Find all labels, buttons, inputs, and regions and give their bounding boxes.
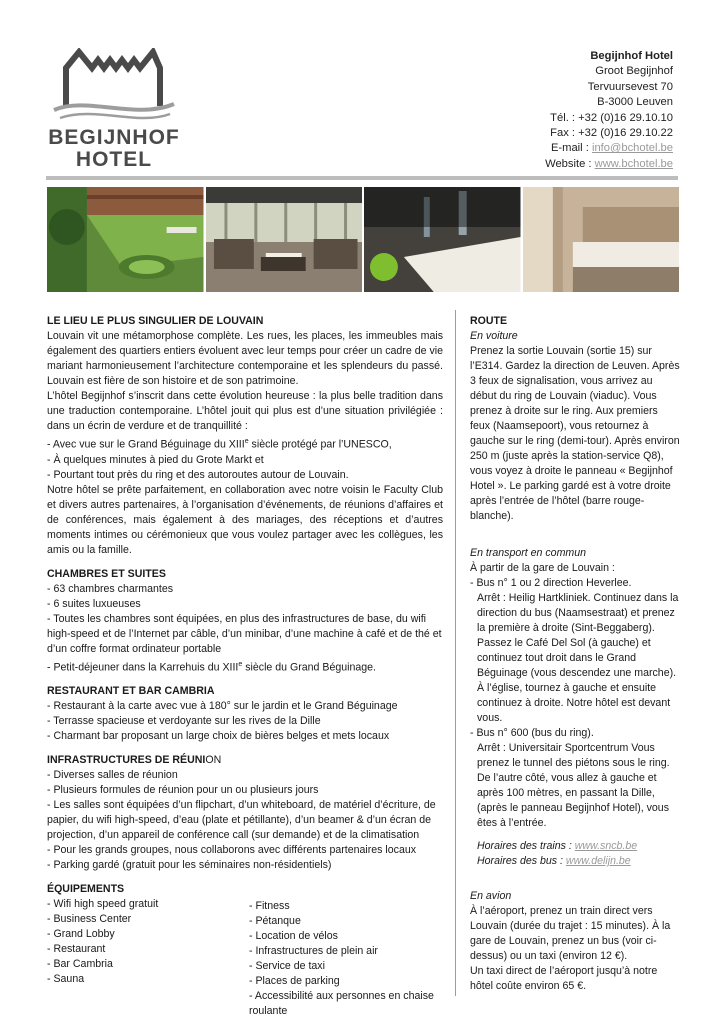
bus-2-directions: Arrêt : Universitair Sportcentrum Vous prenez le tunnel des piétons sous le ring. De l’autre côté, vous allez à gauche et après 100 mètres, en passant la Dille, (après le panneau Begijnhof Hotel), vous êtes à l’entrée. [477, 742, 670, 829]
lounge-photo [206, 187, 363, 292]
restaurant-item-3: - Charmant bar proposant un large choix de bières belges et mets locaux [47, 730, 390, 743]
hotel-logo [46, 48, 182, 174]
meeting-heading-text-a: INFRASTRUCTURES DE RÉUNI [47, 754, 206, 767]
rooms-item-3: - Toutes les chambres sont équipées, en plus des infrastructures de base, du wifi high-speed et de l’Internet par câble, d’un minibar, d’une machine à café et de thé et d’un coffre format ordinateur portable [47, 612, 442, 655]
intro-bullet-1-text-b: siècle protégé par l’UNESCO, [248, 438, 392, 451]
bus-2-title: - Bus n° 600 (bus du ring). [470, 727, 594, 739]
list-item: - Restaurant [47, 943, 106, 956]
intro-bullet-2: - À quelques minutes à pied du Grote Markt et [47, 453, 264, 466]
rooms-item-4 [47, 657, 443, 676]
meeting-item-1: - Diverses salles de réunion [47, 769, 178, 782]
public-transport-intro: À partir de la gare de Louvain : [470, 562, 615, 574]
equipment-lists [47, 897, 443, 1019]
website-link[interactable]: www.bchotel.be [594, 157, 673, 170]
bus-timetable-line [470, 854, 680, 869]
equipment-list-right [249, 899, 443, 1019]
rooms-item-2: - 6 suites luxueuses [47, 597, 141, 610]
restaurant-item-2: - Terrasse spacieuse et verdoyante sur les rives de la Dille [47, 715, 321, 728]
list-item: - Places de parking [249, 975, 340, 988]
begijnhof-roofline-icon [46, 48, 182, 126]
intro-bullet-3: - Pourtant tout près du ring et des autoroutes autour de Louvain. [47, 468, 349, 481]
meeting-heading [47, 753, 443, 768]
train-timetable-label: Horaires des trains : [477, 840, 575, 852]
restaurant-heading: RESTAURANT ET BAR CAMBRIA [47, 685, 215, 698]
address-line-1: Groot Begijnhof [595, 65, 673, 78]
photo-strip [47, 187, 679, 292]
meeting-item-2: - Plusieurs formules de réunion pour un ou plusieurs jours [47, 784, 319, 797]
website-line [433, 157, 673, 172]
plane-directions-1: À l’aéroport, prenez un train direct vers Louvain (durée du trajet : 15 minutes). À la gare de Louvain, prenez un bus (voir ci-dessus) ou un taxi (environ 12 €). [470, 905, 671, 962]
intro-bullet-1 [47, 434, 443, 453]
list-item: - Grand Lobby [47, 928, 115, 941]
rooms-item-1: - 63 chambres charmantes [47, 582, 174, 595]
list-item: - Sauna [47, 973, 85, 986]
list-item: - Bar Cambria [47, 958, 113, 971]
equipment-heading: ÉQUIPEMENTS [47, 883, 125, 896]
bus-timetable-label: Horaires des bus : [477, 855, 566, 867]
train-timetable-link[interactable]: www.sncb.be [574, 840, 638, 852]
right-column [470, 314, 680, 994]
website-label: Website : [545, 157, 595, 170]
address-line-3: B-3000 Leuven [597, 96, 673, 109]
intro-paragraph-3: Notre hôtel se prête parfaitement, en collaboration avec notre voisin le Faculty Club et divers autres partenaires, à l’organisation d’événements, de réunions d’affaires et de conférences, mais également à des mariages, des réceptions et d’autres moments intimes ou cérémonieux que vous voulez partager avec les collègues, les amis ou la famille. [47, 483, 443, 556]
email-label: E-mail : [550, 142, 592, 155]
bus-1-directions: Arrêt : Heilig Hartkliniek. Continuez dans la direction du bus (Naamsestraat) et prenez la première à droite (Sint-Beggaberg). Passez le Café Del Sol (à gauche) et continuez tout droit dans le Grand Béguinage (vous descendez une marche). À l’église, tournez à gauche et ensuite continuez à droite. Notre hôtel est devant vous. [477, 592, 679, 724]
telephone: Tél. : +32 (0)16 29.10.10 [550, 111, 673, 124]
email-line [433, 141, 673, 156]
list-item: - Business Center [47, 913, 132, 926]
fax: Fax : +32 (0)16 29.10.22 [550, 127, 673, 140]
plane-subheading: En avion [470, 890, 512, 902]
address-line-2: Tervuursevest 70 [587, 80, 673, 93]
rooms-heading: CHAMBRES ET SUITES [47, 567, 166, 580]
logo-text-line1: BEGIJNHOF [48, 126, 180, 149]
column-divider [455, 310, 456, 996]
header-divider [46, 176, 678, 180]
intro-bullet-1-sup: e [244, 438, 249, 445]
email-link[interactable]: info@bchotel.be [591, 142, 673, 155]
bedroom-photo [523, 187, 680, 292]
meeting-item-3: - Les salles sont équipées d’un flipchart, d’un whiteboard, de matériel d’écriture, de papier, du wifi high-speed, d’eau (plate et pétillante), d’un beamer & d’un écran de projection, d’un appareil de conférence call (sur demande) et de la climatisation [47, 799, 436, 842]
list-item: - Pétanque [249, 915, 301, 928]
plane-directions-2: Un taxi direct de l’aéroport jusqu’à notre hôtel coûte environ 65 €. [470, 965, 658, 992]
rooms-item-4-text-a: - Petit-déjeuner dans la Karrehuis du XIII [47, 661, 239, 674]
list-item: - Wifi high speed gratuit [47, 898, 159, 911]
route-heading: ROUTE [470, 315, 508, 327]
list-item: - Infrastructures de plein air [249, 945, 378, 958]
meeting-table-photo [364, 187, 521, 292]
list-item: - Service de taxi [249, 960, 325, 973]
rooms-item-4-sup: e [238, 660, 243, 668]
intro-bullet-1-text-a: - Avec vue sur le Grand Béguinage du XIII [47, 438, 245, 451]
meeting-item-5: - Parking gardé (gratuit pour les séminaires non-résidentiels) [47, 859, 332, 872]
bus-timetable-link[interactable]: www.delijn.be [565, 855, 631, 867]
intro-paragraph-1: Louvain vit une métamorphose complète. Les rues, les places, les immeubles mais également des quartiers entiers évoluent avec leur temps pour créer un cadre de vie mariant harmonieusement l’architecture contemporaine et les splendeurs du passé. Louvain est fière de son histoire et de son patrimoine. [47, 330, 443, 387]
meeting-heading-text-b: ON [205, 754, 222, 767]
intro-heading: LE LIEU LE PLUS SINGULIER DE LOUVAIN [47, 315, 264, 327]
restaurant-item-1: - Restaurant à la carte avec vue à 180° sur le jardin et le Grand Béguinage [47, 700, 398, 713]
hotel-name: Begijnhof Hotel [590, 50, 673, 62]
car-subheading: En voiture [470, 330, 518, 342]
rooms-item-4-text-b: siècle du Grand Béguinage. [242, 661, 376, 674]
bus-1-title: - Bus n° 1 ou 2 direction Heverlee. [470, 577, 632, 589]
list-item: - Accessibilité aux personnes en chaise roulante [249, 990, 434, 1018]
garden-aerial-photo [47, 187, 204, 292]
train-timetable-line [470, 839, 680, 854]
logo-text-line2: HOTEL [75, 148, 153, 171]
intro-paragraph-2: L’hôtel Begijnhof s’inscrit dans cette évolution heureuse : la plus belle tradition dans une traduction contemporaine. L’hôtel jouit qui plus est d’une situation privilégiée : dans un écrin de verdure et de tranquillité : [47, 390, 443, 432]
car-directions: Prenez la sortie Louvain (sortie 15) sur l’E314. Gardez la direction de Leuven. Après 3 feux de signalisation, vous arrivez au début du ring de Louvain (viaduc). Vous prenez à droite sur le ring. Aux premiers feux (Naamsepoort), vous retournez à gauche sur le ring (demi-tour). Après environ 250 m (juste après la station-service Q8), vous voyez à droite le panneau « Begijnhof Hotel ». Le parking gardé est à votre droite après l’entrée de l’hôtel (barre rouge-blanche). [470, 345, 680, 522]
equipment-list-left [47, 897, 249, 1019]
meeting-item-4: - Pour les grands groupes, nous collaborons avec différents partenaires locaux [47, 844, 417, 857]
contact-block [433, 49, 673, 172]
public-transport-subheading: En transport en commun [470, 547, 586, 559]
list-item: - Fitness [249, 900, 290, 913]
list-item: - Location de vélos [249, 930, 338, 943]
left-column [47, 314, 443, 1019]
